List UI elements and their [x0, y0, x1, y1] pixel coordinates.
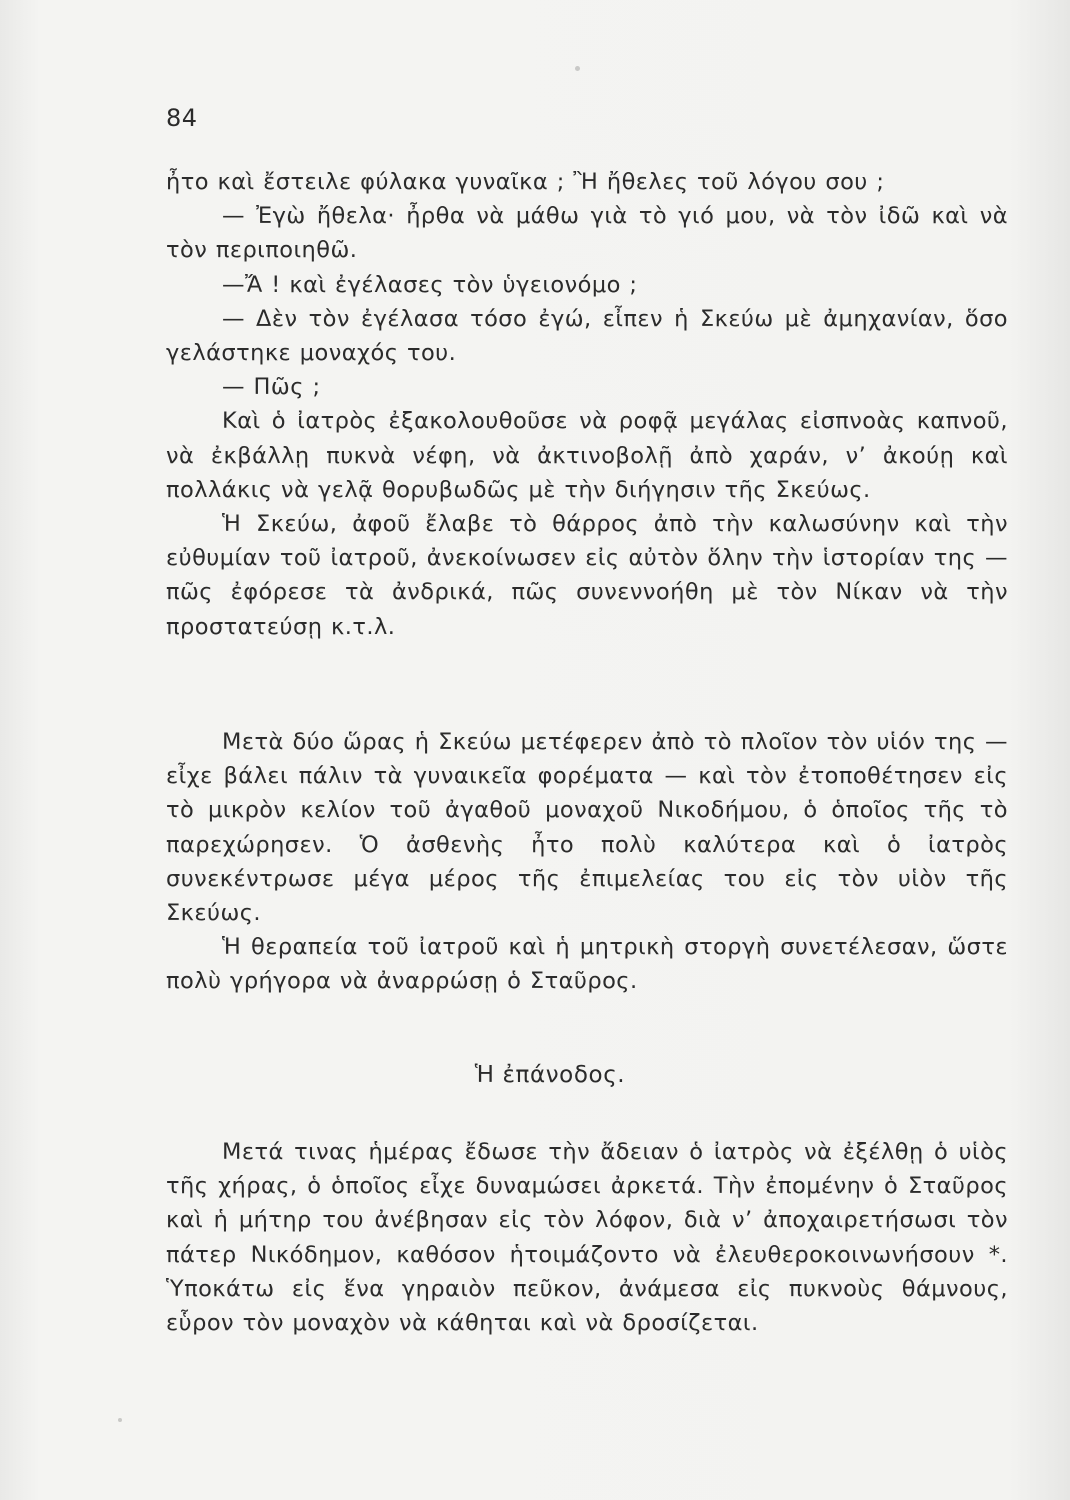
text-block-dialogue [166, 165, 1008, 644]
paragraph: ἦτο καὶ ἔστειλε φύλακα γυναῖκα ; Ἢ ἤθελες τοῦ λόγου σου ; [166, 169, 885, 195]
page-number: 84 [166, 104, 198, 132]
text-block-return [166, 1135, 1008, 1340]
paragraph: — Δὲν τὸν ἐγέλασα τόσο ἐγώ, εἶπεν ἡ Σκεύω μὲ ἀμηχανίαν, ὅσο γελάστηκε μοναχός του. [166, 305, 1008, 367]
text-block-recovery [166, 725, 1008, 999]
paragraph: Μετὰ δύο ὥρας ἡ Σκεύω μετέφερεν ἀπὸ τὸ πλοῖον τὸν υἱόν της — εἶχε βάλει πάλιν τὰ γυναικεῖα φορέματα — καὶ τὸν ἐτοποθέτησεν εἰς τὸ μικρὸν κελίον τοῦ ἀγαθοῦ μοναχοῦ Νικοδήμου, ὁ ὁποῖος τῆς τὸ παρεχώρησεν. Ὁ ἀσθενὴς ἦτο πολὺ καλύτερα καὶ ὁ ἰατρὸς συνεκέντρωσε μέγα μέρος τῆς ἐπιμελείας του εἰς τὸν υἱὸν τῆς Σκεύως. [166, 729, 1008, 927]
paper-speck [575, 66, 580, 71]
paper-speck [118, 1418, 122, 1422]
section-heading: Ἡ ἐπάνοδος. [474, 1062, 626, 1088]
paragraph: — Πῶς ; [222, 374, 321, 401]
paragraph: Ἡ θεραπεία τοῦ ἰατροῦ καὶ ἡ μητρικὴ στοργὴ συνετέλεσαν, ὥστε πολὺ γρήγορα νὰ ἀναρρώσῃ ὁ Σταῦρος. [166, 934, 1008, 995]
paragraph: —Ἄ ! καὶ ἐγέλασες τὸν ὑγειονόμο ; [222, 271, 638, 298]
paragraph: Καὶ ὁ ἰατρὸς ἐξακολουθοῦσε νὰ ροφᾷ μεγάλας εἰσπνοὰς καπνοῦ, νὰ ἐκβάλλῃ πυκνὰ νέφη, νὰ ἀκτινοβολῇ ἀπὸ χαράν, ν’ ἀκούῃ καὶ πολλάκις νὰ γελᾷ θορυβωδῶς μὲ τὴν διήγησιν τῆς Σκεύως. [166, 408, 1008, 503]
paragraph: Ἡ Σκεύω, ἀφοῦ ἔλαβε τὸ θάρρος ἀπὸ τὴν καλωσύνην καὶ τὴν εὐθυμίαν τοῦ ἰατροῦ, ἀνεκοίνωσεν εἰς αὐτὸν ὅλην τὴν ἱστορίαν της — πῶς ἐφόρεσε τὰ ἀνδρικά, πῶς συνεννοήθη μὲ τὸν Νίκαν νὰ τὴν προστατεύσῃ κ.τ.λ. [166, 511, 1008, 640]
paragraph: Μετά τινας ἡμέρας ἔδωσε τὴν ἄδειαν ὁ ἰατρὸς νὰ ἐξέλθῃ ὁ υἱὸς τῆς χήρας, ὁ ὁποῖος εἶχε δυναμώσει ἀρκετά. Τὴν ἐπομένην ὁ Σταῦρος καὶ ἡ μήτηρ του ἀνέβησαν εἰς τὸν λόφον, διὰ ν’ ἀποχαιρετήσωσι τὸν πάτερ Νικόδημον, καθόσον ἡτοιμάζοντο νὰ ἐλευθεροκοινωνήσουν *. Ὑποκάτω εἰς ἕνα γηραιὸν πεῦκον, ἀνάμεσα εἰς πυκνοὺς θάμνους, εὗρον τὸν μοναχὸν νὰ κάθηται καὶ νὰ δροσίζεται. [166, 1139, 1008, 1337]
paragraph: — Ἐγὼ ἤθελα· ἦρθα νὰ μάθω γιὰ τὸ γιό μου, νὰ τὸν ἰδῶ καὶ νὰ τὸν περιποιηθῶ. [166, 203, 1008, 264]
